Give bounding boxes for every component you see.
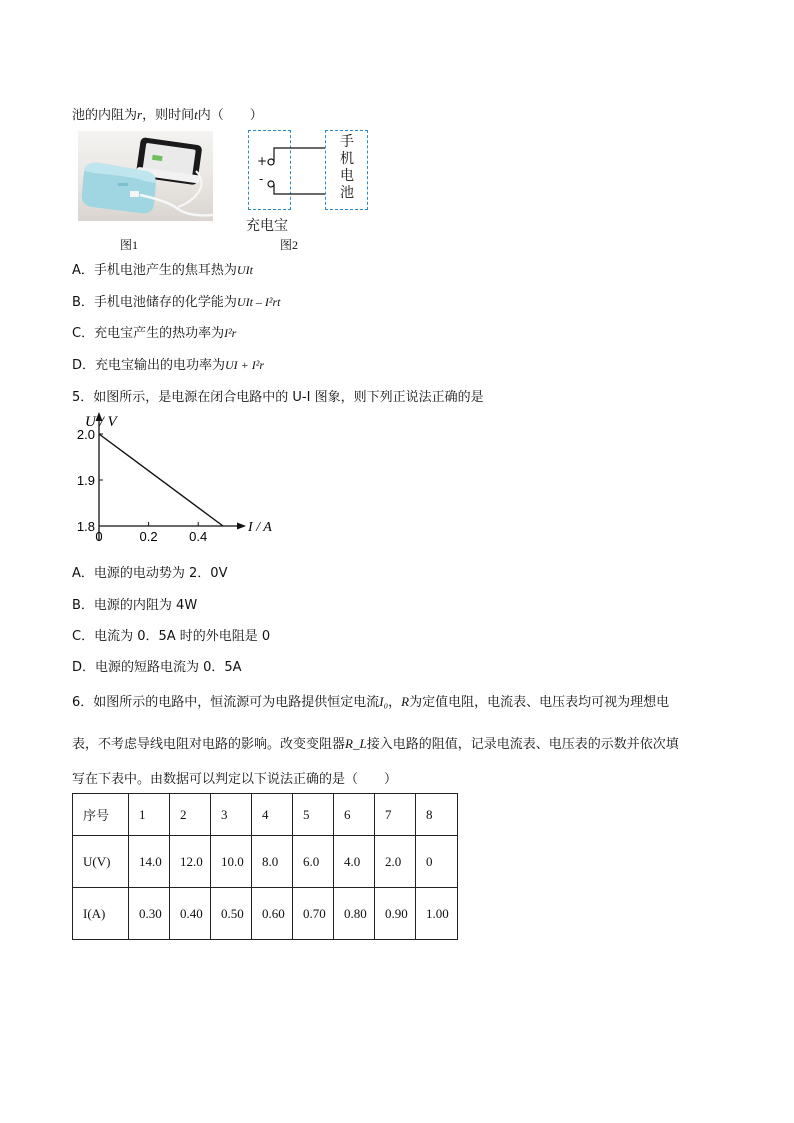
q6-line-3: 写在下表中。由数据可以判定以下说法正确的是（ ） bbox=[72, 772, 398, 787]
table-header-row bbox=[73, 794, 458, 836]
table-cell: 0 bbox=[416, 836, 458, 888]
option-text: D．充电宝输出的电功率为 bbox=[72, 358, 226, 373]
table-cell: 0.70 bbox=[293, 888, 334, 940]
option-formula: UI + I²r bbox=[225, 358, 265, 372]
q6-text: 接入电路的阻值，记录电流表、电压表的示数并依次填 bbox=[366, 737, 679, 752]
x-tick-label: 0.2 bbox=[139, 529, 158, 544]
q6-symbol-r: R bbox=[401, 694, 410, 709]
x-axis-arrow bbox=[237, 523, 246, 530]
plus-terminal: + bbox=[257, 154, 268, 168]
table-cell: 2.0 bbox=[375, 836, 416, 888]
q4-stem bbox=[72, 104, 263, 123]
q5-option-c: C．电流为 0．5A 时的外电阻是 0 bbox=[72, 629, 271, 644]
q4-stem-text-3: 内（ ） bbox=[197, 108, 263, 123]
table-cell: 0.90 bbox=[375, 888, 416, 940]
q6-text: 6．如图所示的电路中，恒流源可为电路提供恒定电流 bbox=[72, 695, 380, 710]
q4-stem-r: r bbox=[137, 107, 143, 122]
table-cell: 5 bbox=[293, 794, 334, 836]
table-cell: 14.0 bbox=[129, 836, 170, 888]
minus-terminal: - bbox=[259, 172, 264, 186]
q4-stem-t: t bbox=[194, 107, 198, 122]
y-tick-label: 1.8 bbox=[76, 519, 95, 534]
phone-battery-char: 手 bbox=[340, 134, 354, 150]
table-cell: 0.30 bbox=[129, 888, 170, 940]
phone-battery-char: 电 bbox=[340, 168, 354, 184]
power-bank-photo bbox=[78, 131, 213, 221]
option-text: C．充电宝产生的热功率为 bbox=[72, 326, 225, 341]
q4-option-b bbox=[72, 291, 281, 310]
u-i-chart bbox=[70, 408, 290, 548]
q6-text: ， bbox=[388, 695, 402, 710]
x-tick-label: 0.4 bbox=[189, 529, 208, 544]
table-cell: 12.0 bbox=[170, 836, 211, 888]
table-cell: 序号 bbox=[73, 794, 129, 836]
option-formula: UIt – I²rt bbox=[236, 295, 281, 309]
y-tick-label: 2.0 bbox=[76, 427, 95, 442]
table-cell: 0.40 bbox=[170, 888, 211, 940]
option-formula: UIt bbox=[236, 263, 253, 277]
table-cell: 8.0 bbox=[252, 836, 293, 888]
q5-option-b: B．电源的内阻为 4W bbox=[72, 598, 198, 613]
q6-symbol-rl: R_L bbox=[345, 736, 367, 751]
table-cell: 4 bbox=[252, 794, 293, 836]
table-cell: 0.50 bbox=[211, 888, 252, 940]
phone-battery-label bbox=[339, 134, 355, 202]
fig1-label: 图1 bbox=[120, 238, 139, 252]
measurement-table bbox=[72, 793, 458, 940]
q6-symbol-i0: I₀ bbox=[379, 694, 389, 709]
option-text: B．手机电池储存的化学能为 bbox=[72, 295, 237, 310]
table-cell: 6.0 bbox=[293, 836, 334, 888]
table-cell: 0.60 bbox=[252, 888, 293, 940]
q4-option-c bbox=[72, 322, 236, 341]
y-tick-label: 1.9 bbox=[76, 473, 95, 488]
option-formula: I²r bbox=[224, 326, 237, 340]
fig2-label: 图2 bbox=[280, 238, 299, 252]
table-cell: 1.00 bbox=[416, 888, 458, 940]
q4-stem-text: 池的内阻为 bbox=[72, 108, 138, 123]
table-cell: I(A) bbox=[73, 888, 129, 940]
table-cell: 6 bbox=[334, 794, 375, 836]
y-axis-label: U / V bbox=[85, 414, 117, 430]
phone-battery-char: 机 bbox=[340, 151, 354, 167]
table-row bbox=[73, 836, 458, 888]
table-cell: 4.0 bbox=[334, 836, 375, 888]
q5-option-d: D．电源的短路电流为 0．5A bbox=[72, 660, 242, 675]
table-cell: 0.80 bbox=[334, 888, 375, 940]
power-bank-illustration bbox=[78, 131, 213, 221]
table-cell: 10.0 bbox=[211, 836, 252, 888]
x-axis-label: I / A bbox=[248, 520, 272, 535]
q6-line-1 bbox=[72, 691, 669, 710]
phone-battery-char: 池 bbox=[340, 185, 354, 201]
q4-stem-text-2: ，则时间 bbox=[142, 108, 195, 123]
table-cell: 7 bbox=[375, 794, 416, 836]
table-cell: 1 bbox=[129, 794, 170, 836]
option-text: A．手机电池产生的焦耳热为 bbox=[72, 263, 237, 278]
table-cell: 3 bbox=[211, 794, 252, 836]
series-line bbox=[99, 434, 223, 526]
table-cell: 8 bbox=[416, 794, 458, 836]
q4-option-a bbox=[72, 259, 253, 278]
circuit-wires bbox=[248, 130, 378, 212]
power-bank-label: 充电宝 bbox=[246, 218, 288, 234]
table-cell: U(V) bbox=[73, 836, 129, 888]
q6-text: 表，不考虑导线电阻对电路的影响。改变变阻器 bbox=[72, 737, 346, 752]
table-row bbox=[73, 888, 458, 940]
q6-text: 为定值电阻，电流表、电压表均可视为理想电 bbox=[409, 695, 670, 710]
x-tick-label: 0 bbox=[95, 529, 103, 544]
q5-stem: 5．如图所示，是电源在闭合电路中的 U-I 图象，则下列正说法正确的是 bbox=[72, 390, 484, 405]
table-cell: 2 bbox=[170, 794, 211, 836]
q6-line-2 bbox=[72, 733, 679, 752]
q5-option-a: A．电源的电动势为 2．0V bbox=[72, 566, 228, 581]
q4-option-d bbox=[72, 354, 264, 373]
